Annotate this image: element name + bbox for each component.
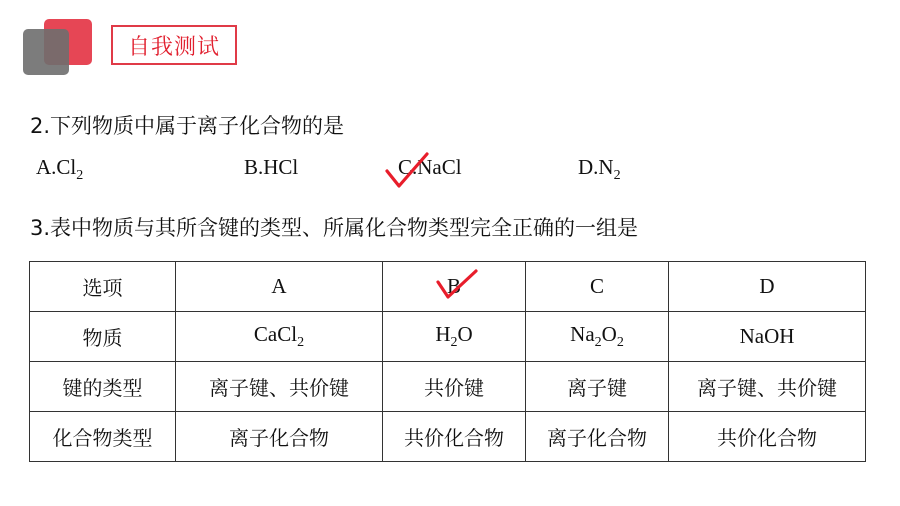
answer-table <box>29 261 866 462</box>
header-cell-option: 选项 <box>30 262 176 312</box>
bond-b: 共价键 <box>383 362 526 412</box>
check-mark-icon <box>384 150 432 192</box>
check-mark-icon <box>435 268 479 304</box>
header-cell-c[interactable]: C <box>526 262 669 312</box>
option-b[interactable]: B.HCl <box>244 155 299 179</box>
page-title: 自我测试 <box>127 34 220 60</box>
bond-a: 离子键、共价键 <box>176 362 383 412</box>
bond-d: 离子键、共价键 <box>669 362 866 412</box>
substance-d: NaOH <box>669 312 866 362</box>
substance-a: CaCl$_2$ <box>176 312 383 362</box>
substance-b: $H_2O$ <box>383 312 526 362</box>
compound-b: 共价化合物 <box>383 412 526 462</box>
compound-c: 离子化合物 <box>526 412 669 462</box>
row-label-substance: 物质 <box>30 312 176 362</box>
option-d[interactable]: $D.N_2$ <box>578 155 621 183</box>
option-c[interactable]: C.NaCl <box>398 155 462 179</box>
table-row-substance <box>30 312 866 362</box>
table-row-compound-type <box>30 412 866 462</box>
table-row-bond-type <box>30 362 866 412</box>
header-cell-b-label: B <box>446 274 461 298</box>
option-a[interactable]: $A.Cl_2$ <box>36 155 84 183</box>
decor-gray-square <box>23 29 69 75</box>
row-label-bond-type: 键的类型 <box>30 362 176 412</box>
table-header-row <box>30 262 866 312</box>
header-cell-a[interactable]: A <box>176 262 383 312</box>
question-3-text: 3.表中物质与其所含键的类型、所属化合物类型完全正确的一组是 <box>30 216 639 240</box>
header-cell-d[interactable]: D <box>669 262 866 312</box>
substance-c: $Na_2O_2$ <box>526 312 669 362</box>
question-2-text: 2.下列物质中属于离子化合物的是 <box>30 114 345 138</box>
row-label-compound-type: 化合物类型 <box>30 412 176 462</box>
header-cell-b[interactable] <box>383 262 526 312</box>
compound-a: 离子化合物 <box>176 412 383 462</box>
bond-c: 离子键 <box>526 362 669 412</box>
title-box <box>111 25 237 65</box>
compound-d: 共价化合物 <box>669 412 866 462</box>
